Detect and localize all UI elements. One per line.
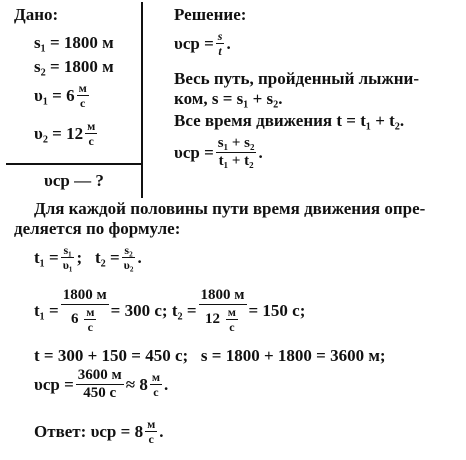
given-v2 [34, 120, 99, 147]
vavg-fraction [216, 30, 225, 57]
unit-fraction: $\frac{м}{с}$ [227, 305, 236, 334]
t2-num: s₂ [124, 243, 133, 257]
t2-den: υ₂ [123, 258, 134, 272]
answer-lhs: υср = 8 [90, 422, 144, 441]
unit-fraction: $\frac{м}{с}$ [86, 305, 95, 334]
v-lhs: υср = [34, 375, 74, 394]
calc2-den [203, 305, 242, 333]
t1-lhs: t₁ = [34, 248, 59, 267]
v-rhs: ≈ 8 [125, 375, 148, 394]
calc2-fraction [199, 288, 247, 333]
vavg2-den: t₁ + t₂ [218, 153, 254, 169]
calc1-num: 1800 м [62, 287, 107, 303]
answer-label: Ответ: [34, 422, 87, 441]
given-s2: s₂ = 1800 м [34, 57, 114, 76]
vavg-den: t [218, 44, 222, 58]
vavg2-fraction [216, 136, 257, 169]
para-line-1: Для каждой половины пути время движения опре- [34, 199, 426, 218]
unit-fraction [85, 120, 97, 147]
unit-num: м [87, 119, 96, 133]
given-v1-lhs: υ₁ = 6 [34, 86, 75, 105]
given-v2-lhs: υ₂ = 12 [34, 124, 84, 143]
given-s1: s₁ = 1800 м [34, 33, 114, 52]
t1-fraction [61, 244, 75, 271]
unit-fraction [77, 82, 89, 109]
vavg-formula: υср = $\frac{s}{t}$ . [174, 29, 231, 58]
para-line-2: деляется по формуле: [14, 219, 181, 238]
calc1-den [69, 305, 100, 333]
unit-fraction: $\frac{м}{с}$ [151, 370, 161, 399]
t-calculations [34, 288, 305, 333]
t1-den: υ₁ [62, 258, 73, 272]
unit-fraction: $\frac{м}{с}$ [147, 417, 156, 446]
path-text-1: Весь путь, пройденный лыжни- [174, 69, 419, 88]
t1-num: s₁ [63, 243, 72, 257]
path-text-2: ком, s = s₁ + s₂. [174, 89, 283, 108]
v-fraction [76, 368, 124, 401]
sum-line: t = 300 + 150 = 450 с; s = 1800 + 1800 = 3600 м; [34, 346, 386, 365]
given-find: υср — ? [44, 171, 104, 190]
unit-den: с [80, 96, 86, 110]
vavg-num: s [217, 29, 223, 43]
time-text: Все время движения t = t₁ + t₂. [174, 111, 405, 130]
calc1-fraction [61, 288, 109, 333]
unit-num: м [78, 81, 87, 95]
calc1-den-val: 6 [70, 311, 79, 327]
t2-fraction [122, 244, 136, 271]
answer-line: Ответ: υср = 8 $\frac{м}{с}$ . [34, 417, 164, 446]
vavg2-lhs: υср = [174, 143, 214, 162]
t2-lhs: t₂ = [94, 248, 120, 267]
v-num: 3600 м [77, 367, 122, 383]
column-separator [141, 2, 143, 198]
calc2-rhs: = 150 с; [248, 301, 306, 320]
v-den: 450 с [83, 385, 117, 401]
solution-heading: Решение: [174, 5, 247, 24]
given-v1 [34, 82, 91, 109]
calc2-num: 1800 м [200, 287, 245, 303]
vavg2-formula: υср = $\frac{\text{s₁ + s₂}}{\text{t₁ + t₂}}$ . [174, 135, 263, 169]
calc2-den-val: 12 [205, 311, 221, 327]
unit-den: с [88, 134, 94, 148]
calc1-lhs: t₁ = [34, 301, 59, 320]
given-heading: Дано: [14, 5, 59, 24]
calc2-lhs: t₂ = [171, 301, 197, 320]
v-result: υср = $\frac{3600 м}{450 с}$ ≈ 8 $\frac{м}{с}$ . [34, 367, 169, 401]
t-formulas: t₁ = $\frac{\text{s₁}}{\text{υ₁}}$ ; t₂ = $\frac{\text{s₂}}{\text{υ₂}}$ . [34, 243, 142, 272]
vavg2-num: s₁ + s₂ [217, 135, 255, 151]
calc1-rhs: = 300 с; [110, 301, 168, 320]
given-divider [6, 163, 142, 165]
vavg-lhs: υср = [174, 34, 214, 53]
